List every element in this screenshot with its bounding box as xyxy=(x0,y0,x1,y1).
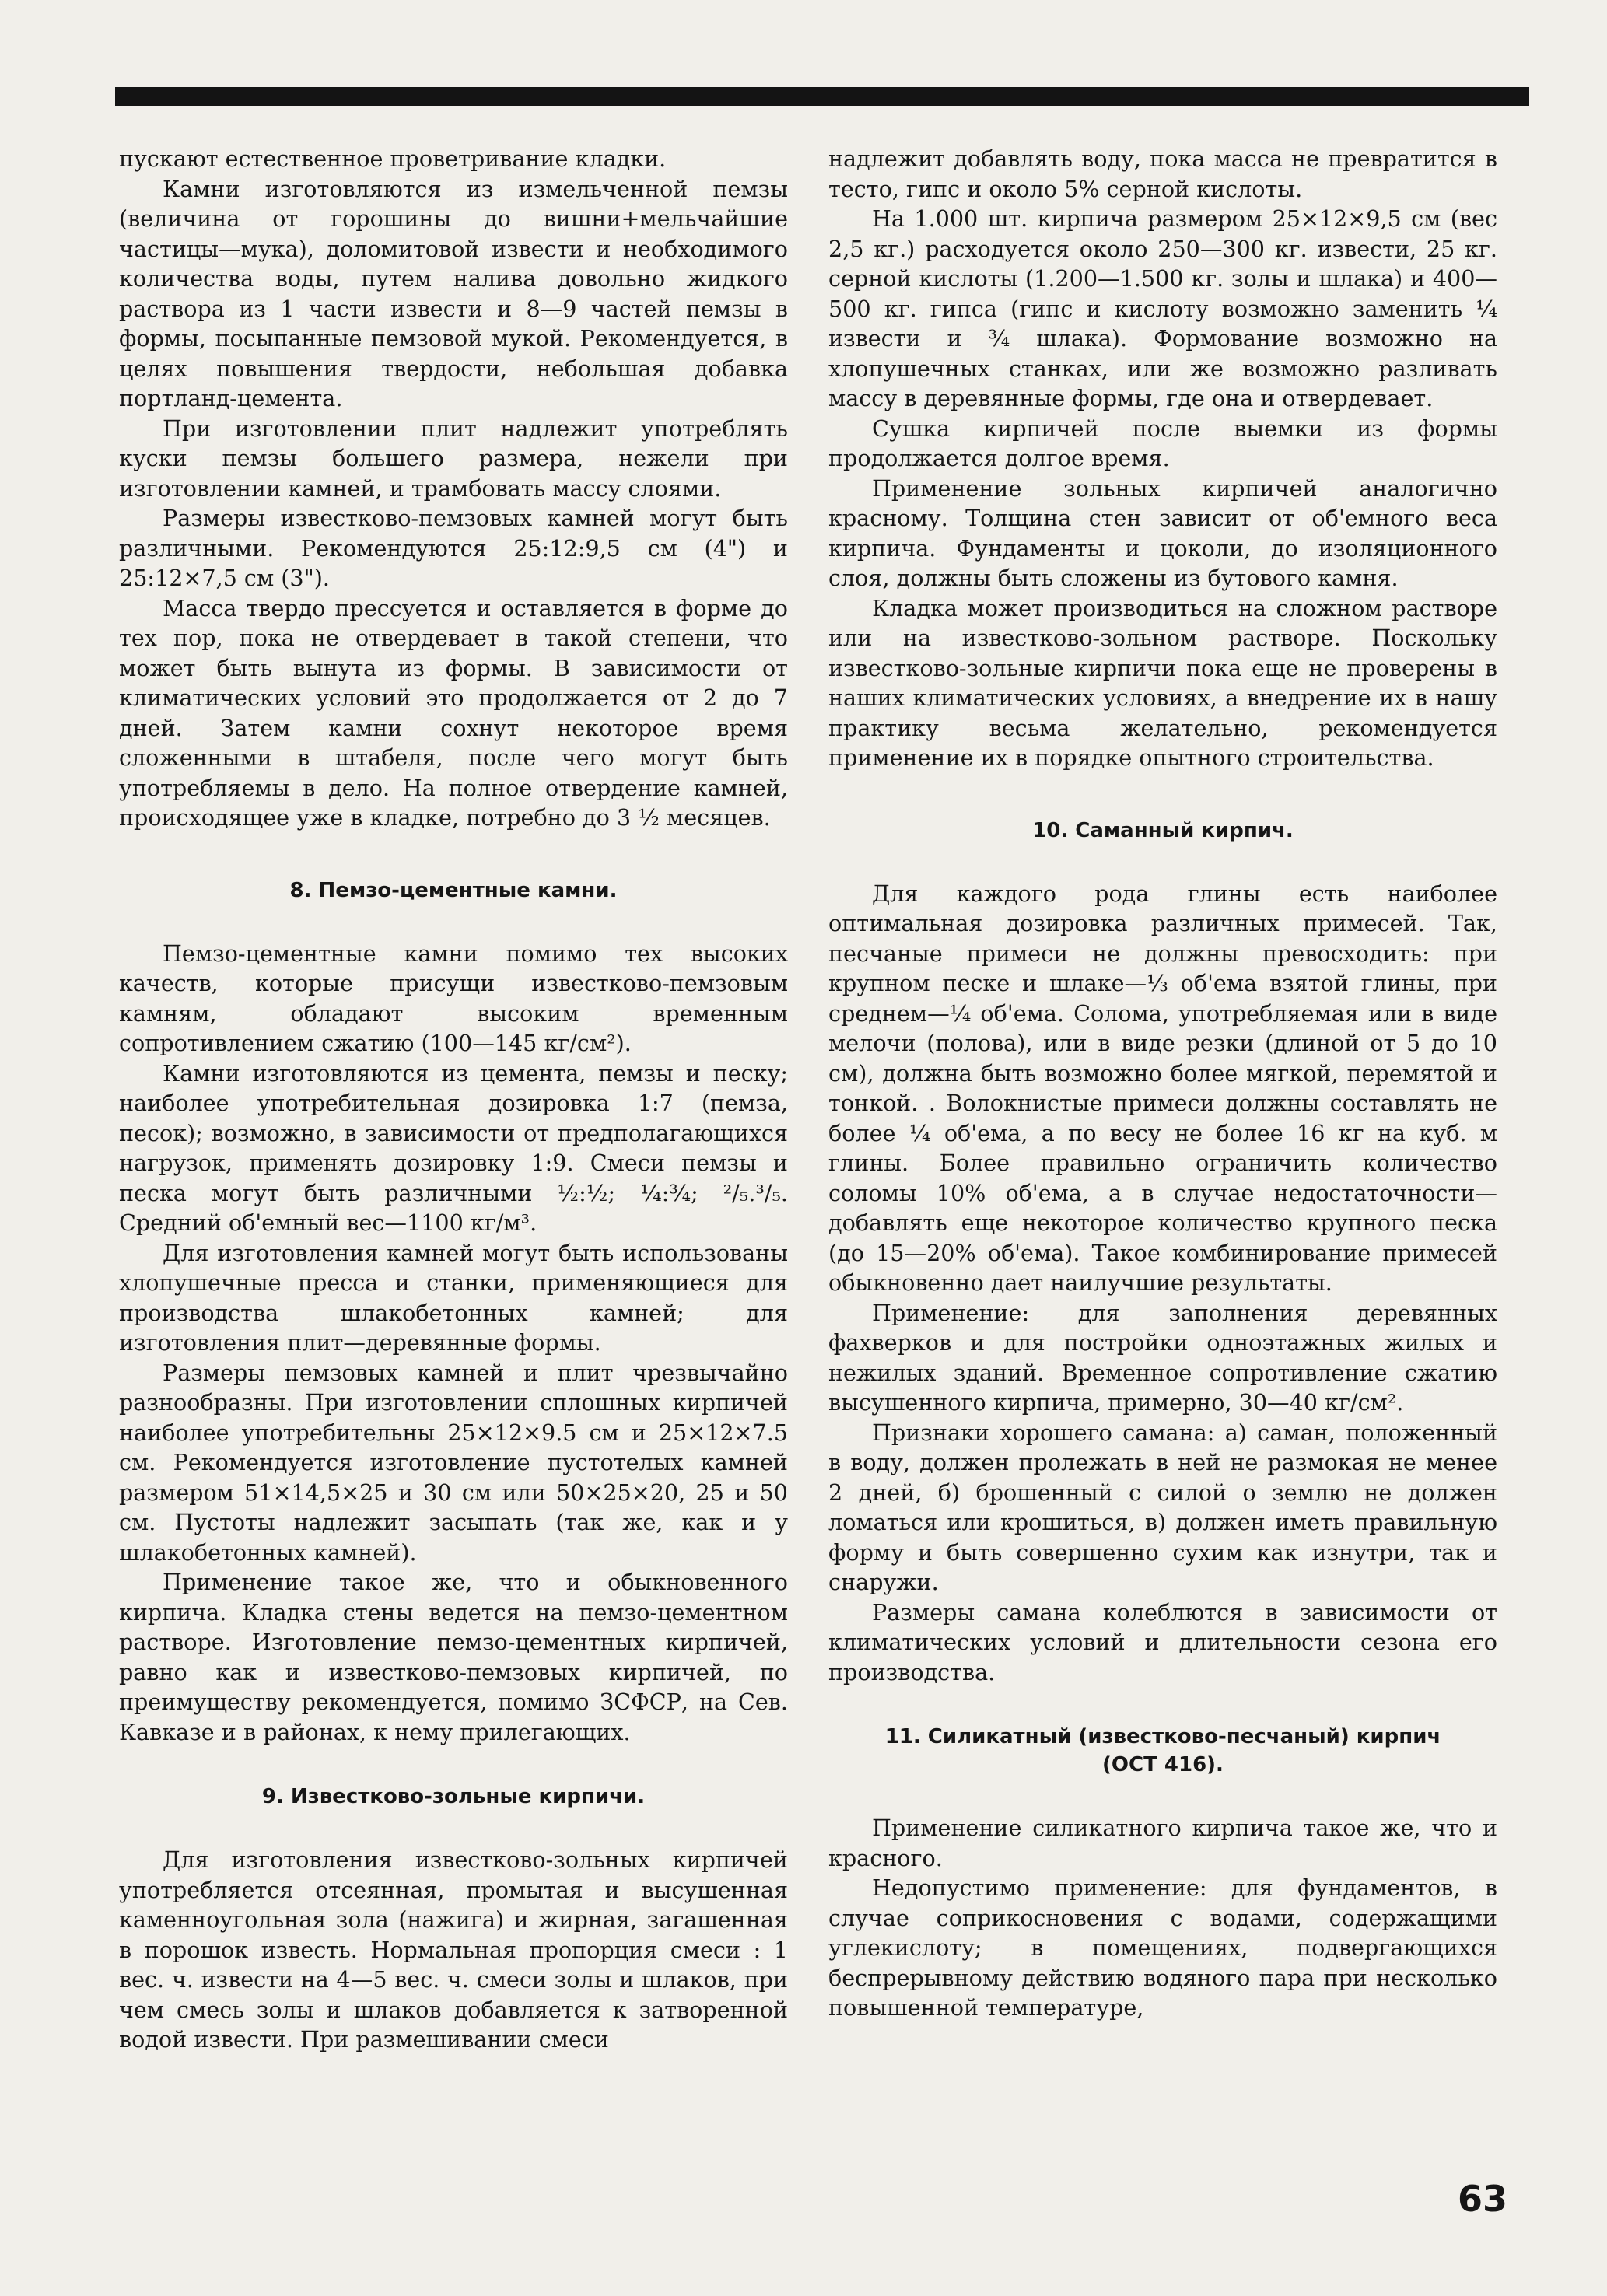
paragraph: Недопустимо применение: для фундаментов, в случае соприкосновения с водами, содержащими углекислоту; в помещениях, подвергающихся беспрерывному действию водяного пара при несколько повышенной температуре, xyxy=(828,1874,1497,2021)
paragraph: Применение: для заполнения деревянных фахверков и для постройки одноэтажных жилых и нежилых зданий. Временное сопротивление сжатию высушенного кирпича, примерно, 30—40 кг/см². xyxy=(828,1299,1497,1416)
page-number: 63 xyxy=(1457,2178,1507,2220)
paragraph: Масса твердо прессуется и оставляется в форме до тех пор, пока не отвердевает в такой степени, что может быть вынута из формы. В зависимости от климатических условий это продолжается от 2 до 7 дней. Затем камни сохнут некоторое время сложенными в штабеля, после чего могут быть употребляемы в дело. На полное отвердение камней, происходящее уже в кладке, потребно до 3 ½ месяцев. xyxy=(119,594,788,831)
paragraph: Размеры известково-пемзовых камней могут быть различными. Рекомендуются 25:12:9,5 см (4") и 25:12×7,5 см (3"). xyxy=(119,505,788,591)
paragraph: Для изготовления известково-зольных кирпичей употребляется отсеянная, промытая и высушенная каменноугольная зола (нажига) и жирная, загашенная в порошок известь. Нормальная пропорция смеси : 1 вес. ч. извести на 4—5 вес. ч. смеси золы и шлаков, при чем смесь золы и шлаков добавляется к затворенной водой извести. При размешивании смеси xyxy=(119,1846,788,2053)
paragraph: Камни изготовляются из цемента, пемзы и песку; наиболее употребительная дозировка 1:7 (пемза, песок); возможно, в зависимости от предполагающихся нагрузок, применять дозировку 1:9. Смеси пемзы и песка могут быть различными ½:½; ¼:¾; ²/₅.³/₅. Средний об'емный вес—1100 кг/м³. xyxy=(119,1059,788,1236)
section-heading-11 xyxy=(828,1723,1497,1779)
paragraph: Признаки хорошего самана: а) саман, положенный в воду, должен пролежать в ней не размокая не менее 2 дней, б) брошенный с силой о землю не должен ломаться или крошиться, в) должен иметь правильную форму и быть совершенно сухим как изнутри, так и снаружи. xyxy=(828,1419,1497,1595)
paragraph: Для каждого рода глины есть наиболее оптимальная дозировка различных примесей. Так, песчаные примеси не должны превосходить: при крупном песке и шлаке—⅓ об'ема взятой глины, при среднем—¼ об'ема. Солома, употребляемая или в виде мелочи (полова), или в виде резки (длиной от 5 до 10 см), должна быть возможно более мягкой, перемятой и тонкой. . Волокнистые примеси должны составлять не более ¼ об'ема, а по весу не более 16 кг на куб. м глины. Более правильно ограничить количество соломы 10% об'ема, а в случае недостаточности—добавлять еще некоторое количество крупного песка (до 15—20% об'ема). Такое комбинирование примесей обыкновенно дает наилучшие результаты. xyxy=(828,880,1497,1296)
left-column xyxy=(119,144,788,2055)
paragraph: Применение зольных кирпичей аналогично красному. Толщина стен зависит от об'емного веса кирпича. Фундаменты и цоколи, до изоляционного слоя, должны быть сложены из бутового камня. xyxy=(828,474,1497,591)
paragraph: пускают естественное проветривание кладки. xyxy=(119,145,667,172)
paragraph: Размеры самана колеблются в зависимости от климатических условий и длительности сезона его производства. xyxy=(828,1598,1497,1685)
right-column xyxy=(828,144,1497,2023)
paragraph: При изготовлении плит надлежит употреблять куски пемзы большего размера, нежели при изготовлении камней, и трамбовать массу слоями. xyxy=(119,415,788,502)
paragraph: Применение силикатного кирпича такое же, что и красного. xyxy=(828,1815,1497,1871)
paragraph: Пемзо-цементные камни помимо тех высоких качеств, которые присущи известково-пемзовым камням, обладают высоким временным сопротивлением сжатию (100—145 кг/см²). xyxy=(119,940,788,1056)
top-rule xyxy=(115,87,1529,106)
paragraph: Сушка кирпичей после выемки из формы продолжается долгое время. xyxy=(828,415,1497,471)
section-heading-11-line1: 11. Силикатный (известково-песчаный) кирпич xyxy=(884,1725,1441,1748)
paragraph: Размеры пемзовых камней и плит чрезвычайно разнообразны. При изготовлении сплошных кирпичей наиболее употребительны 25×12×9.5 см и 25×12×7.5 см. Рекомендуется изготовление пустотелых камней размером 51×14,5×25 и 30 см или 50×25×20, 25 и 50 см. Пустоты надлежит засыпать (так же, как и у шлакобетонных камней). xyxy=(119,1359,788,1566)
section-heading-10: 10. Саманный кирпич. xyxy=(1032,818,1294,842)
paragraph: надлежит добавлять воду, пока масса не превратится в тесто, гипс и около 5% серной кислоты. xyxy=(828,145,1497,202)
paragraph: Применение такое же, что и обыкновенного кирпича. Кладка стены ведется на пемзо-цементном растворе. Изготовление пемзо-цементных кирпичей, равно как и известково-пемзовых кирпичей, по преимуществу рекомендуется, помимо ЗСФСР, на Сев. Кавказе и в районах, к нему прилегающих. xyxy=(119,1569,788,1745)
paragraph: Камни изготовляются из измельченной пемзы (величина от горошины до вишни+мельчайшие частицы—мука), доломитовой извести и необходимого количества воды, путем налива довольно жидкого раствора из 1 части извести и 8—9 частей пемзы в формы, посыпанные пемзовой мукой. Рекомендуется, в целях повышения твердости, небольшая добавка портланд-цемента. xyxy=(119,175,788,411)
paragraph: Для изготовления камней могут быть использованы хлопушечные пресса и станки, применяющиеся для производства шлакобетонных камней; для изготовления плит—деревянные формы. xyxy=(119,1239,788,1356)
paragraph: Кладка может производиться на сложном растворе или на известково-зольном растворе. Поскольку известково-зольные кирпичи пока еще не проверены в наших климатических условиях, а внедрение их в нашу практику весьма желательно, рекомендуется применение их в порядке опытного строительства. xyxy=(828,594,1497,771)
section-heading-9: 9. Известково-зольные кирпичи. xyxy=(261,1785,646,1808)
section-heading-11-line2: (ОСТ 416). xyxy=(1102,1753,1224,1776)
section-heading-8: 8. Пемзо-цементные камни. xyxy=(289,878,618,902)
paragraph: На 1.000 шт. кирпича размером 25×12×9,5 см (вес 2,5 кг.) расходуется около 250—300 кг. извести, 25 кг. серной кислоты (1.200—1.500 кг. золы и шлака) и 400—500 кг. гипса (гипс и кислоту возможно заменить ¼ извести и ¾ шлака). Формование возможно на хлопушечных станках, или же возможно разливать массу в деревянные формы, где она и отвердевает. xyxy=(828,205,1497,411)
